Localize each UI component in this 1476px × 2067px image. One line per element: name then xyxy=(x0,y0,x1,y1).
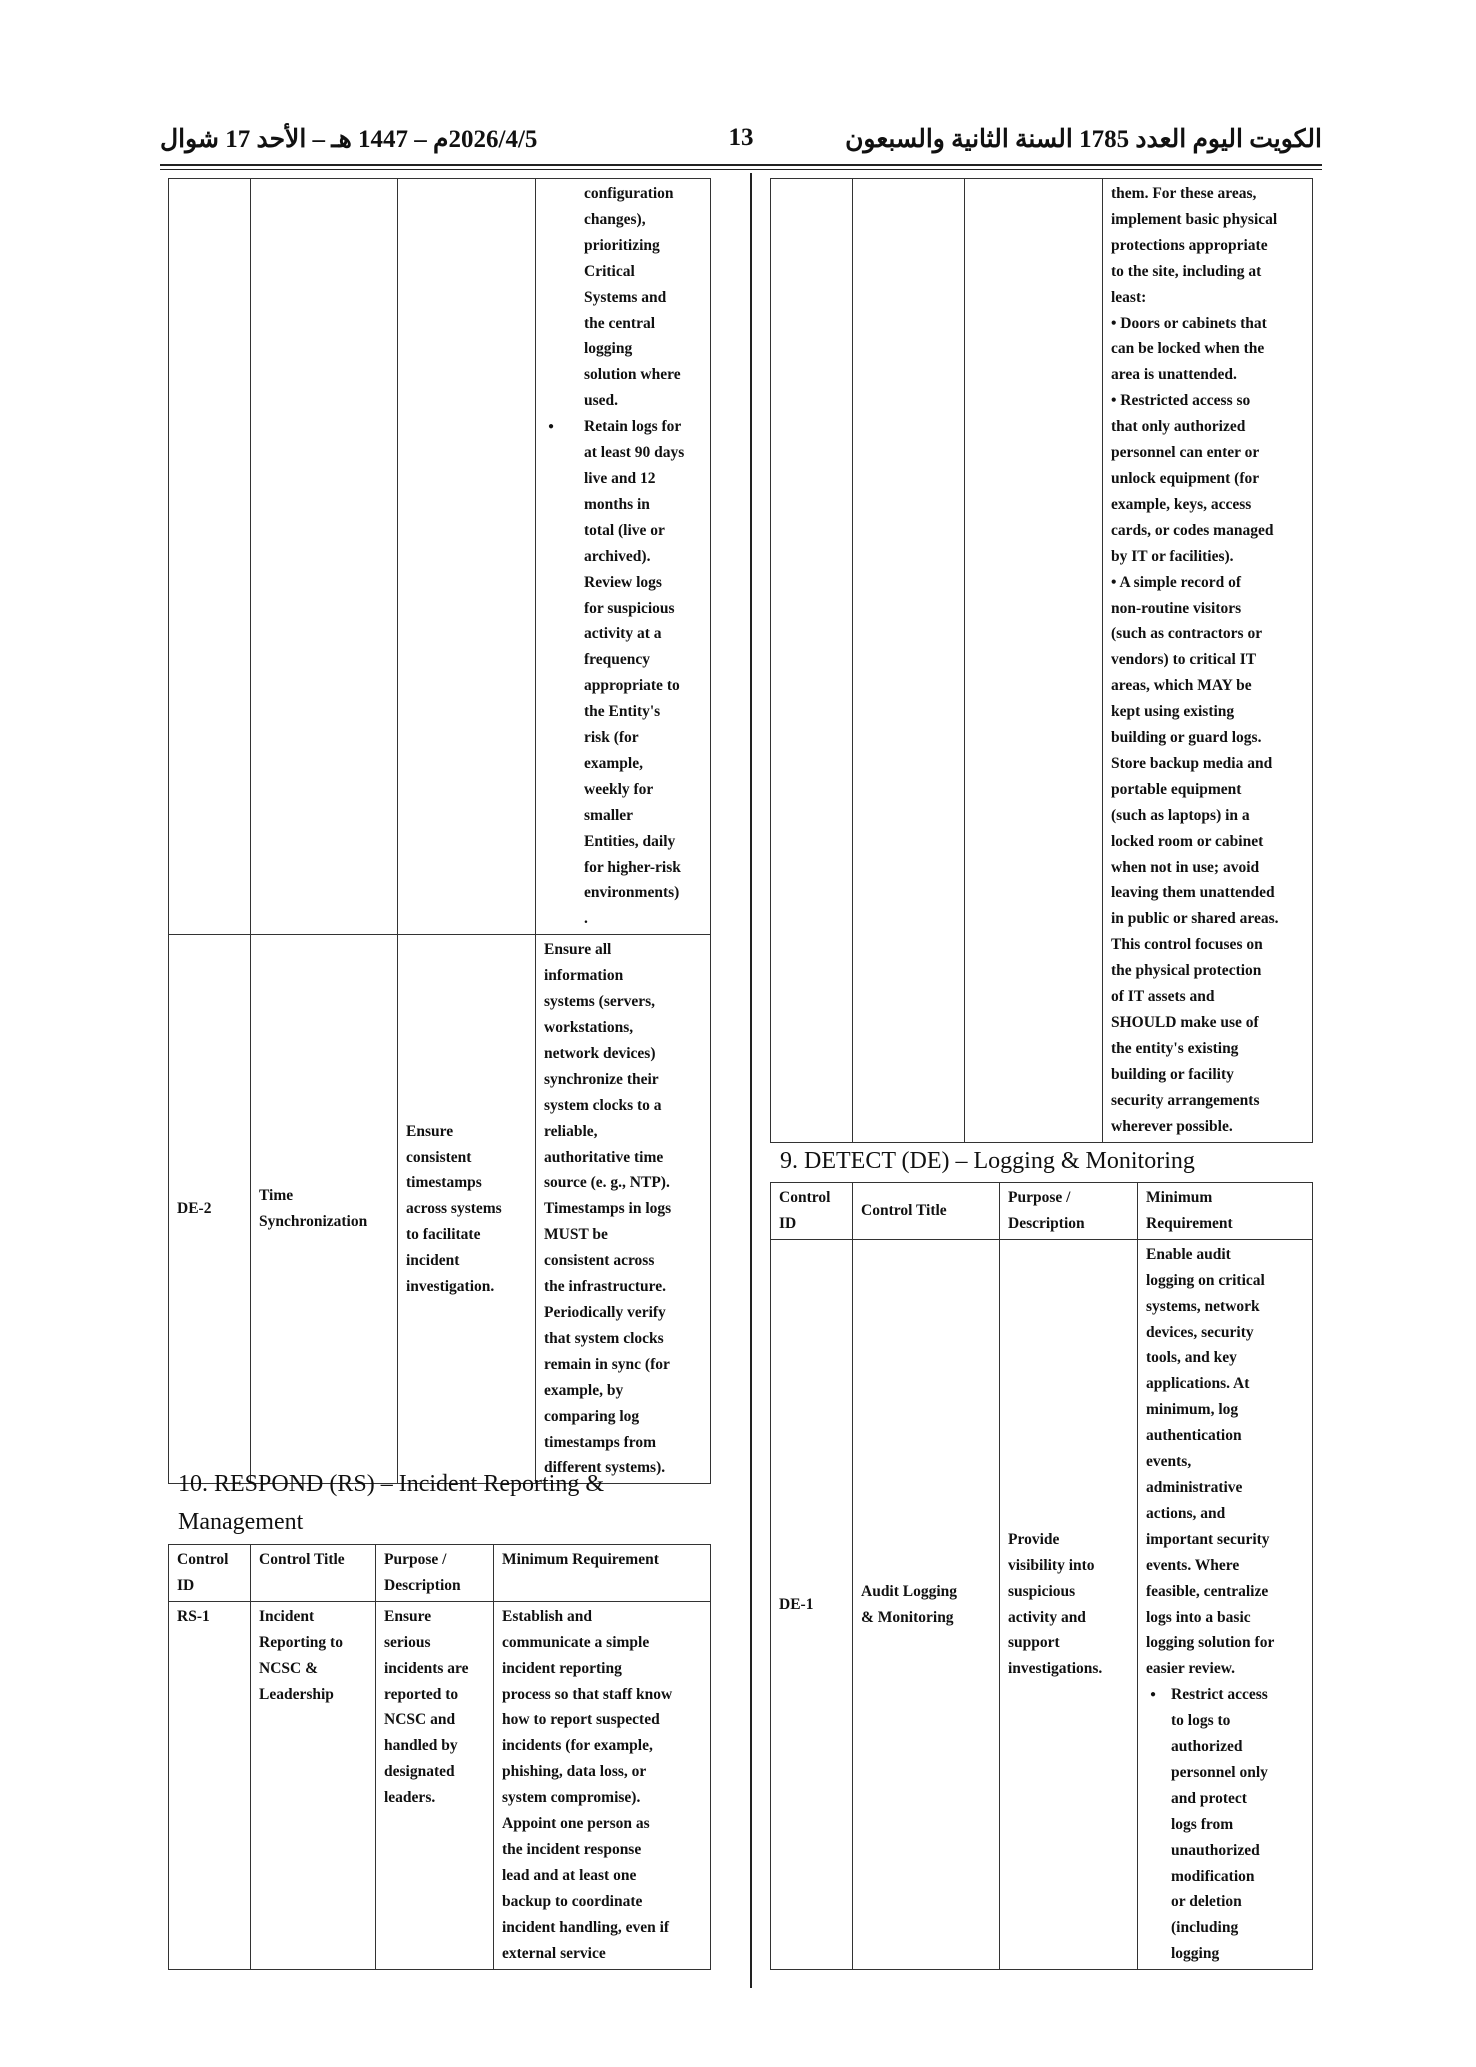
text-line: Review logs xyxy=(584,573,662,591)
text-line: frequency xyxy=(584,651,651,669)
text-line: Audit Logging xyxy=(861,1582,958,1600)
text-line: system compromise). xyxy=(502,1789,641,1807)
text-line: solution where xyxy=(584,366,681,384)
purpose-rs-1 xyxy=(376,1601,494,1969)
text-line: administrative xyxy=(1146,1478,1243,1496)
text-line: logging xyxy=(1171,1945,1220,1963)
header-control-id xyxy=(169,1545,251,1602)
text-line: building or guard logs. xyxy=(1111,729,1262,747)
text-line: cards, or codes managed xyxy=(1111,521,1274,539)
text-line: consistent across xyxy=(544,1252,655,1270)
continued-requirement-text xyxy=(544,181,702,414)
text-line: live and 12 xyxy=(584,469,656,487)
section-title-respond xyxy=(178,1465,604,1541)
text-line: incident handling, even if xyxy=(502,1918,670,1936)
text-line: system clocks to a xyxy=(544,1096,662,1114)
text-line: when not in use; avoid xyxy=(1111,858,1260,876)
text-line: (such as contractors or xyxy=(1111,625,1263,643)
detect-table xyxy=(770,1182,1313,1970)
control-id-de-2: DE-2 xyxy=(169,935,251,1484)
text-line: Periodically verify xyxy=(544,1303,666,1321)
text-line: environments) xyxy=(584,884,680,902)
text-line: across systems xyxy=(406,1200,502,1218)
text-line: backup to coordinate xyxy=(502,1892,643,1910)
text-line: example, by xyxy=(544,1381,624,1399)
text-line: lead and at least one xyxy=(502,1866,637,1884)
header-control-title: Control Title xyxy=(853,1183,1000,1240)
text-line: and protect xyxy=(1171,1789,1247,1807)
text-line: incidents are xyxy=(384,1659,469,1677)
continued-requirement-cell-right xyxy=(1103,179,1313,1143)
text-line: • Restricted access so xyxy=(1111,392,1251,410)
text-line: to logs to xyxy=(1171,1712,1231,1730)
requirement-de-1-bullets xyxy=(1146,1682,1304,1967)
header-control-title: Control Title xyxy=(251,1545,376,1602)
text-line: the infrastructure. xyxy=(544,1278,666,1296)
text-line: activity at a xyxy=(584,625,662,643)
text-line: the Entity's xyxy=(584,703,661,721)
text-line: Description xyxy=(384,1576,461,1594)
text-line: logs from xyxy=(1171,1815,1234,1833)
purpose-de-1 xyxy=(1000,1239,1138,1969)
text-line: network devices) xyxy=(544,1044,656,1062)
text-line: Time xyxy=(259,1187,294,1205)
text-line: ● Restrict access xyxy=(1171,1686,1268,1704)
text-line: leaving them unattended xyxy=(1111,884,1275,902)
text-line: to facilitate xyxy=(406,1226,481,1244)
text-line: personnel can enter or xyxy=(1111,444,1260,462)
text-line: synchronize their xyxy=(544,1070,659,1088)
page-number: 13 xyxy=(728,124,754,151)
text-line: Leadership xyxy=(259,1685,334,1703)
text-line: Synchronization xyxy=(259,1213,368,1231)
continued-requirement-cell xyxy=(536,179,711,935)
list-item xyxy=(544,414,702,932)
text-line: MUST be xyxy=(544,1226,608,1244)
purpose-de-2 xyxy=(398,935,536,1484)
text-line: total (live or xyxy=(584,521,665,539)
text-line: Provide xyxy=(1008,1530,1060,1548)
text-line: areas, which MAY be xyxy=(1111,677,1252,695)
text-line: events, xyxy=(1146,1453,1192,1471)
text-line: workstations, xyxy=(544,1019,634,1036)
text-line: Timestamps in logs xyxy=(544,1200,672,1218)
right-continued-table xyxy=(770,178,1313,1143)
continued-bullet-list xyxy=(544,414,702,932)
text-line: investigation. xyxy=(406,1278,495,1296)
text-line: example, xyxy=(584,754,643,772)
text-line: visibility into xyxy=(1008,1556,1095,1574)
text-line: the entity's existing xyxy=(1111,1039,1239,1057)
text-line: to the site, including at xyxy=(1111,262,1262,280)
text-line: the incident response xyxy=(502,1840,642,1858)
text-line: in public or shared areas. xyxy=(1111,910,1279,928)
text-line: Entities, daily xyxy=(584,832,676,850)
text-line: changes), xyxy=(584,210,646,228)
text-line: archived). xyxy=(584,547,651,565)
text-line: minimum, log xyxy=(1146,1401,1239,1419)
text-line: non-routine visitors xyxy=(1111,599,1242,617)
text-line: tools, and key xyxy=(1146,1349,1237,1367)
text-line: logs into a basic xyxy=(1146,1608,1251,1626)
text-line: & Monitoring xyxy=(861,1608,954,1626)
text-line: ID xyxy=(779,1214,797,1232)
text-line: feasible, centralize xyxy=(1146,1582,1269,1600)
text-line: implement basic physical xyxy=(1111,210,1278,228)
header-requirement: Minimum Requirement xyxy=(494,1545,711,1602)
text-line: source (e. g., NTP). xyxy=(544,1174,670,1192)
header-purpose xyxy=(1000,1183,1138,1240)
text-line: consistent xyxy=(406,1148,472,1166)
text-line: Ensure all xyxy=(544,941,612,959)
text-line: communicate a simple xyxy=(502,1633,650,1651)
text-line: vendors) to critical IT xyxy=(1111,651,1257,669)
header-publication: الكويت اليوم العدد 1785 السنة الثانية والسبعون xyxy=(845,126,1322,153)
text-line: configuration xyxy=(584,185,674,202)
text-line: Appoint one person as xyxy=(502,1815,650,1833)
text-line: that only authorized xyxy=(1111,418,1246,436)
text-line: timestamps from xyxy=(544,1433,657,1451)
table-header-row xyxy=(169,1545,711,1602)
text-line: devices, security xyxy=(1146,1323,1254,1341)
text-line: of IT assets and xyxy=(1111,988,1215,1006)
text-line: Purpose / xyxy=(384,1551,447,1568)
header-rule xyxy=(160,164,1322,166)
text-line: phishing, data loss, or xyxy=(502,1763,647,1781)
text-line: Description xyxy=(1008,1214,1085,1232)
text-line: kept using existing xyxy=(1111,703,1235,721)
text-line: or deletion xyxy=(1171,1893,1242,1911)
text-line: support xyxy=(1008,1634,1060,1652)
text-line: NCSC & xyxy=(259,1659,318,1677)
text-line: This control focuses on xyxy=(1111,936,1263,954)
text-line: portable equipment xyxy=(1111,780,1242,798)
list-item xyxy=(1146,1682,1304,1967)
text-line: Control xyxy=(779,1189,831,1206)
text-line: serious xyxy=(384,1633,431,1651)
text-line: • A simple record of xyxy=(1111,573,1241,591)
text-line: wherever possible. xyxy=(1111,1117,1233,1135)
text-line: modification xyxy=(1171,1867,1255,1885)
text-line: at least 90 days xyxy=(584,444,685,462)
text-line: applications. At xyxy=(1146,1375,1250,1393)
text-line: Enable audit xyxy=(1146,1245,1231,1263)
text-line: prioritizing xyxy=(584,236,660,254)
text-line: NCSC and xyxy=(384,1711,456,1729)
header-requirement xyxy=(1138,1183,1313,1240)
text-line: (including xyxy=(1171,1919,1239,1937)
text-line: authentication xyxy=(1146,1427,1242,1445)
text-line: incident reporting xyxy=(502,1659,622,1677)
text-line: months in xyxy=(584,495,650,513)
text-line: remain in sync (for xyxy=(544,1355,670,1373)
text-line: designated xyxy=(384,1763,455,1781)
header-purpose xyxy=(376,1545,494,1602)
text-line: easier review. xyxy=(1146,1660,1235,1678)
column-divider xyxy=(750,173,752,1988)
text-line: them. For these areas, xyxy=(1111,185,1257,202)
requirement-rs-1 xyxy=(494,1601,711,1969)
text-line: important security xyxy=(1146,1530,1270,1548)
text-line: different systems). xyxy=(544,1459,666,1477)
text-line: how to report suspected xyxy=(502,1711,660,1729)
table-row-de-2 xyxy=(169,935,711,1484)
text-line: Control xyxy=(177,1551,229,1568)
text-line: the central xyxy=(584,314,656,332)
text-line: Ensure xyxy=(384,1607,432,1625)
table-row-de-1 xyxy=(771,1239,1313,1969)
text-line: events. Where xyxy=(1146,1556,1240,1574)
text-line: unlock equipment (for xyxy=(1111,469,1260,487)
table-row-rs-1 xyxy=(169,1601,711,1969)
text-line: logging on critical xyxy=(1146,1271,1265,1289)
text-line: security arrangements xyxy=(1111,1091,1260,1109)
text-line: protections appropriate xyxy=(1111,236,1268,254)
text-line: the physical protection xyxy=(1111,962,1262,980)
text-line: for suspicious xyxy=(584,599,675,617)
text-line: (such as laptops) in a xyxy=(1111,806,1250,824)
text-line: appropriate to xyxy=(584,677,680,695)
control-title-de-2 xyxy=(251,935,398,1484)
text-line: process so that staff know xyxy=(502,1685,673,1703)
text-line: incidents (for example, xyxy=(502,1737,653,1755)
header-rule-thin xyxy=(160,169,1322,170)
text-line: reported to xyxy=(384,1685,459,1703)
table-header-row xyxy=(771,1183,1313,1240)
text-line: Incident xyxy=(259,1607,315,1625)
text-line: for higher-risk xyxy=(584,858,681,876)
text-line: Purpose / xyxy=(1008,1189,1071,1206)
header-control-id xyxy=(771,1183,853,1240)
requirement-de-1-text xyxy=(1146,1242,1304,1682)
text-line: leaders. xyxy=(384,1789,436,1807)
control-title-rs-1 xyxy=(251,1601,376,1969)
text-line: Minimum xyxy=(1146,1189,1213,1206)
text-line: logging xyxy=(584,340,633,358)
text-line: area is unattended. xyxy=(1111,366,1237,384)
text-line: systems, network xyxy=(1146,1297,1260,1315)
text-line: systems (servers, xyxy=(544,993,656,1011)
text-line: information xyxy=(544,967,624,985)
table-row-continued xyxy=(169,179,711,935)
text-line: external service xyxy=(502,1944,606,1962)
text-line: • Doors or cabinets that xyxy=(1111,314,1267,332)
text-line: ID xyxy=(177,1576,195,1594)
text-line: used. xyxy=(584,392,619,410)
respond-table xyxy=(168,1544,711,1970)
text-line: authorized xyxy=(1171,1738,1243,1756)
header-date: 2026/4/5م – 1447 هـ – الأحد 17 شوال xyxy=(160,126,538,153)
left-continued-table xyxy=(168,178,711,1484)
text-line: actions, and xyxy=(1146,1504,1226,1522)
text-line: smaller xyxy=(584,806,634,824)
text-line: investigations. xyxy=(1008,1660,1103,1678)
text-line: reliable, xyxy=(544,1122,598,1140)
text-line: personnel only xyxy=(1171,1763,1268,1781)
text-line: Management xyxy=(178,1509,304,1535)
text-line: risk (for xyxy=(584,729,639,747)
text-line: Reporting to xyxy=(259,1633,343,1651)
text-line: weekly for xyxy=(584,780,654,798)
text-line: timestamps xyxy=(406,1174,482,1192)
text-line: Establish and xyxy=(502,1607,593,1625)
control-id-de-1: DE-1 xyxy=(771,1239,853,1969)
text-line: logging solution for xyxy=(1146,1634,1275,1652)
text-line: authoritative time xyxy=(544,1148,664,1166)
text-line: handled by xyxy=(384,1737,458,1755)
table-row-continued-right xyxy=(771,179,1313,1143)
control-id-rs-1: RS-1 xyxy=(169,1601,251,1969)
text-line: activity and xyxy=(1008,1608,1086,1626)
text-line: Systems and xyxy=(584,288,667,306)
text-line: least: xyxy=(1111,288,1147,306)
text-line: SHOULD make use of xyxy=(1111,1014,1259,1031)
text-line: incident xyxy=(406,1252,460,1270)
text-line: ● Retain logs for xyxy=(584,418,682,436)
requirement-de-1 xyxy=(1138,1239,1313,1969)
text-line: can be locked when the xyxy=(1111,340,1265,358)
text-line: Ensure xyxy=(406,1122,454,1140)
text-line: Critical xyxy=(584,262,635,280)
text-line: comparing log xyxy=(544,1407,640,1425)
text-line: suspicious xyxy=(1008,1582,1076,1600)
page-header xyxy=(160,118,1322,158)
text-line: by IT or facilities). xyxy=(1111,547,1234,565)
text-line: . xyxy=(584,910,588,928)
text-line: locked room or cabinet xyxy=(1111,832,1264,850)
text-line: Requirement xyxy=(1146,1214,1233,1232)
requirement-de-2 xyxy=(536,935,711,1484)
text-line: example, keys, access xyxy=(1111,495,1252,513)
text-line: that system clocks xyxy=(544,1329,664,1347)
section-title-detect: 9. DETECT (DE) – Logging & Monitoring xyxy=(780,1148,1195,1174)
text-line: 10. RESPOND (RS) – Incident Reporting & xyxy=(178,1471,604,1497)
control-title-de-1 xyxy=(853,1239,1000,1969)
text-line: unauthorized xyxy=(1171,1841,1260,1859)
text-line: building or facility xyxy=(1111,1065,1234,1083)
text-line: Store backup media and xyxy=(1111,754,1273,772)
